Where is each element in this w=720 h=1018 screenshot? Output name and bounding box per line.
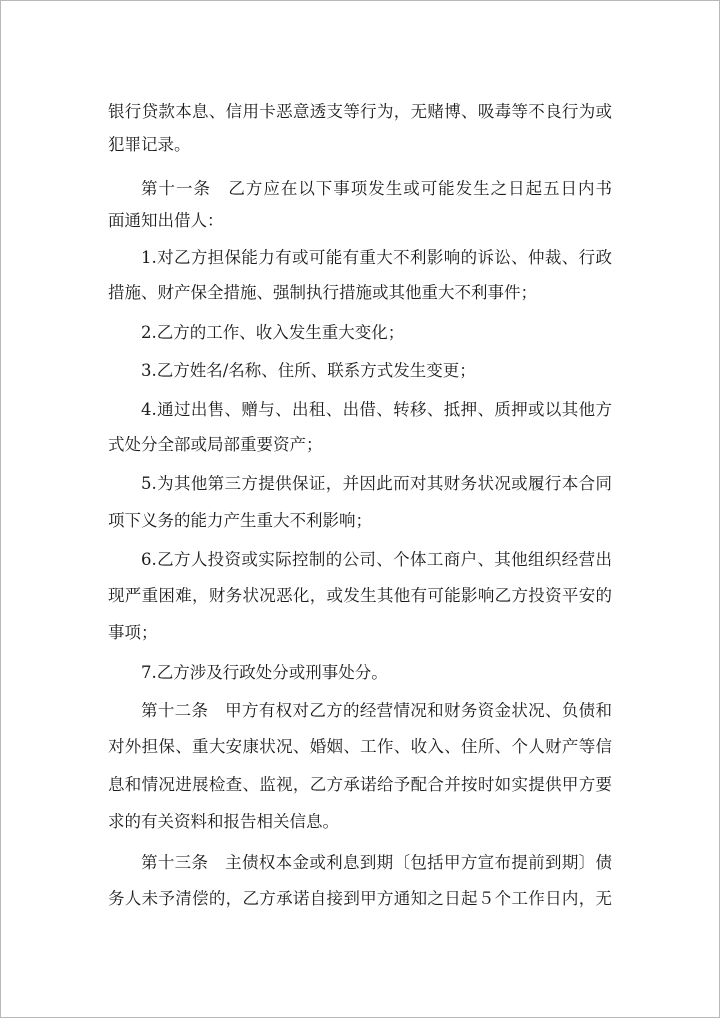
article-heading-line: 第十一条 乙方应在以下事项发生或可能发生之日起五日内书 [141, 179, 612, 198]
text-line: 面通知出借人： [108, 211, 224, 230]
text-line: 项下义务的能力产生重大不利影响； [108, 511, 372, 530]
text-line: 息和情况进展检查、监视，乙方承诺给予配合并按时如实提供甲方要 [108, 775, 612, 794]
list-item-line: 6.乙方人投资或实际控制的公司、个体工商户、其他组织经营出 [141, 550, 612, 569]
list-item-line: 1.对乙方担保能力有或可能有重大不利影响的诉讼、仲裁、行政 [141, 248, 612, 267]
list-item-line: 3.乙方姓名/名称、住所、联系方式发生变更； [141, 361, 476, 380]
text-line: 现严重困难，财务状况恶化，或发生其他有可能影响乙方投资平安的 [108, 586, 612, 605]
list-item-line: 7.乙方涉及行政处分或刑事处分。 [141, 663, 388, 682]
text-line: 措施、财产保全措施、强制执行措施或其他重大不利事件； [108, 283, 537, 302]
article-heading-line: 第十二条 甲方有权对乙方的经营情况和财务资金状况、负债和 [141, 701, 612, 720]
text-line: 对外担保、重大安康状况、婚姻、工作、收入、住所、个人财产等信 [108, 737, 612, 756]
list-item-line: 4.通过出售、赠与、出租、出借、转移、抵押、质押或以其他方 [141, 400, 612, 419]
text-line: 犯罪记录。 [108, 135, 191, 154]
text-line: 银行贷款本息、信用卡恶意透支等行为，无赌博、吸毒等不良行为或 [108, 102, 612, 121]
article-heading-line: 第十三条 主债权本金或利息到期〔包括甲方宣布提前到期〕债 [141, 853, 612, 872]
list-item-line: 5.为其他第三方提供保证，并因此而对其财务状况或履行本合同 [141, 474, 612, 493]
text-line: 求的有关资料和报告相关信息。 [108, 812, 339, 831]
text-line: 务人未予清偿的，乙方承诺自接到甲方通知之日起５个工作日内，无 [108, 889, 612, 908]
text-line: 事项； [108, 623, 158, 642]
list-item-line: 2.乙方的工作、收入发生重大变化； [141, 323, 405, 342]
text-line: 式处分全部或局部重要资产； [108, 435, 323, 454]
